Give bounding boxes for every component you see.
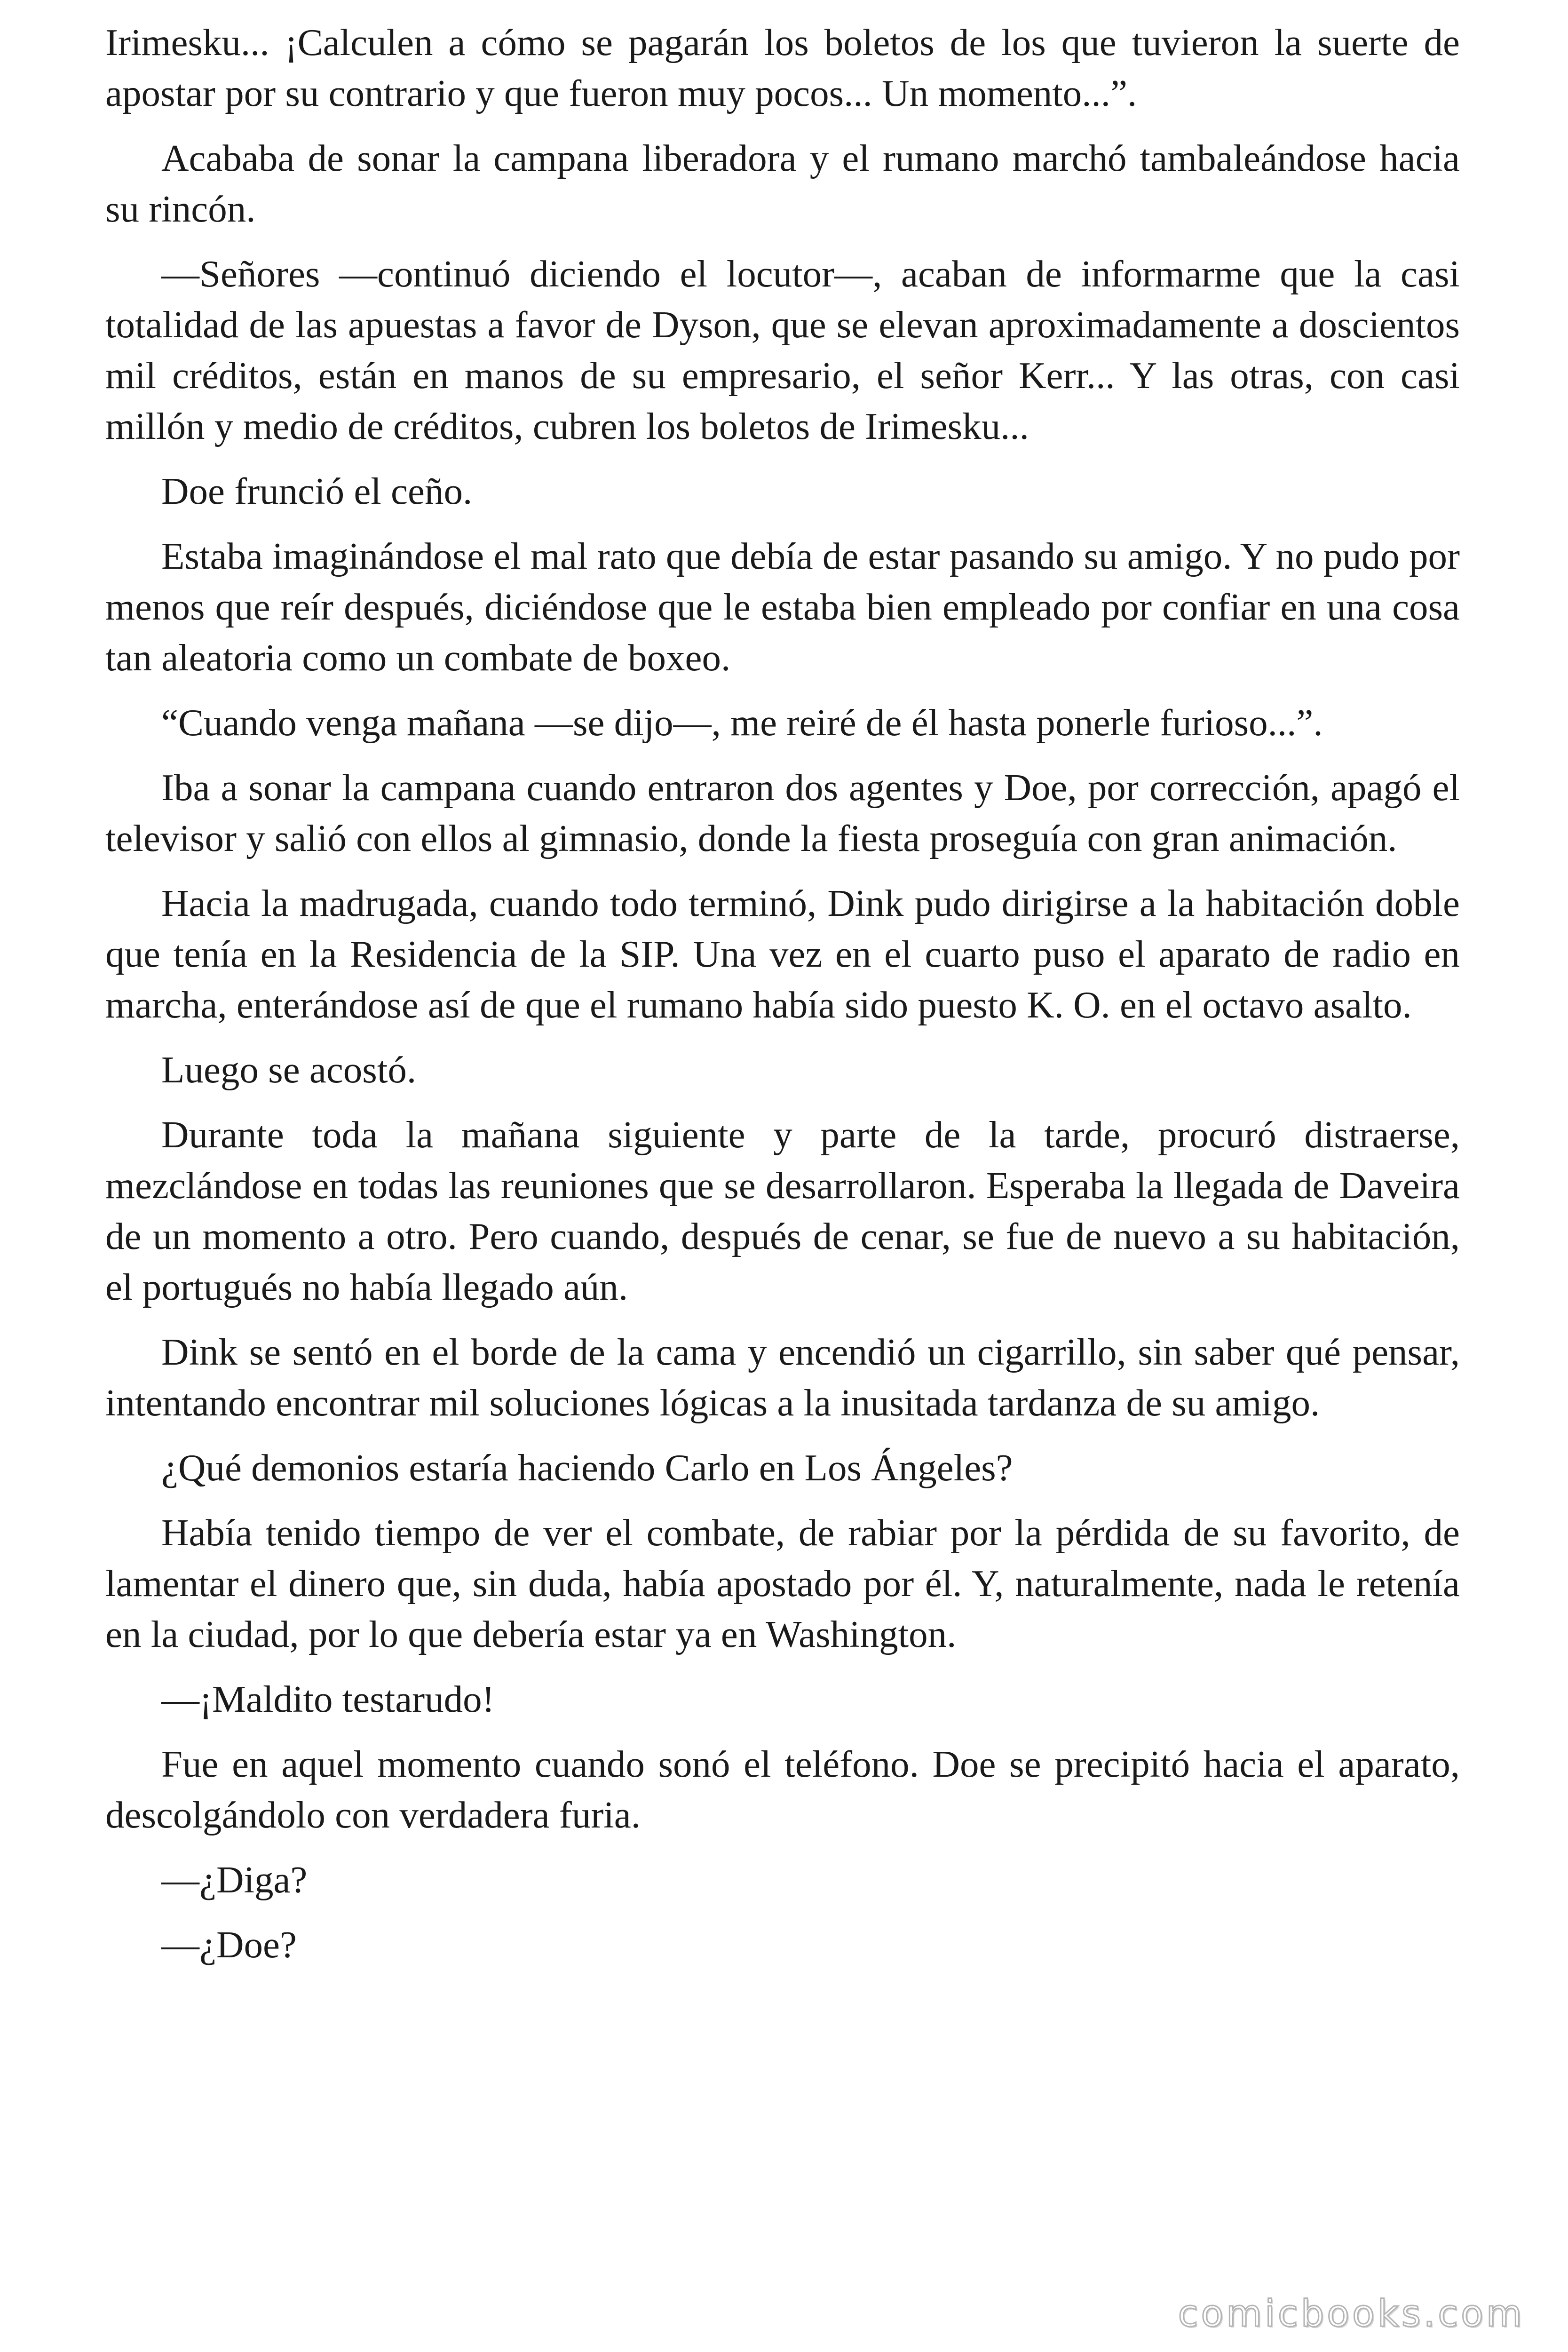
paragraph: Había tenido tiempo de ver el combate, de rabiar por la pérdida de su favorito, de lamentar el dinero que, sin duda, había apostado por él. Y, naturalmente, nada le retenía en la ciudad, por lo que debería estar ya en Washington. [105,1511,1460,1655]
paragraph: Estaba imaginándose el mal rato que debía de estar pasando su amigo. Y no pudo por menos que reír después, diciéndose que le estaba bien empleado por confiar en una cosa tan aleatoria como un combate de boxeo. [105,535,1460,679]
watermark: comicbooks.com [1178,2293,1525,2335]
paragraph: —Señores —continuó diciendo el locutor—, acaban de informarme que la casi totalidad de las apuestas a favor de Dyson, que se elevan aproximadamente a doscientos mil créditos, están en manos de su empresario, el señor Kerr... Y las otras, con casi millón y medio de créditos, cubren los boletos de Irimesku... [105,253,1460,447]
paragraph: Fue en aquel momento cuando sonó el teléfono. Doe se precipitó hacia el aparato, descolgándolo con verdadera furia. [105,1743,1460,1836]
paragraph: Hacia la madrugada, cuando todo terminó, Dink pudo dirigirse a la habitación doble que tenía en la Residencia de la SIP. Una vez en el cuarto puso el aparato de radio en marcha, enterándose así de que el rumano había sido puesto K. O. en el octavo asalto. [105,882,1460,1026]
paragraph: ¿Qué demonios estaría haciendo Carlo en Los Ángeles? [161,1446,1013,1489]
paragraph: —¡Maldito testarudo! [161,1678,495,1720]
page-text [105,17,1460,1984]
paragraph: —¿Diga? [161,1859,308,1901]
paragraph: Dink se sentó en el borde de la cama y encendió un cigarrillo, sin saber qué pensar, intentando encontrar mil soluciones lógicas a la inusitada tardanza de su amigo. [105,1331,1460,1424]
paragraph: “Cuando venga mañana —se dijo—, me reiré de él hasta ponerle furioso...”. [161,701,1323,744]
paragraph: Iba a sonar la campana cuando entraron dos agentes y Doe, por corrección, apagó el televisor y salió con ellos al gimnasio, donde la fiesta proseguía con gran animación. [105,766,1460,859]
paragraph: —¿Doe? [161,1923,297,1966]
paragraph: Irimesku... ¡Calculen a cómo se pagarán los boletos de los que tuvieron la suerte de apostar por su contrario y que fueron muy pocos... Un momento...”. [105,21,1460,114]
paragraph: Durante toda la mañana siguiente y parte de la tarde, procuró distraerse, mezclándose en todas las reuniones que se desarrollaron. Esperaba la llegada de Daveira de un momento a otro. Pero cuando, después de cenar, se fue de nuevo a su habitación, el portugués no había llegado aún. [105,1113,1460,1308]
paragraph: Luego se acostó. [161,1049,417,1091]
paragraph: Doe frunció el ceño. [161,470,473,512]
paragraph: Acababa de sonar la campana liberadora y el rumano marchó tambaleándose hacia su rincón. [105,137,1460,230]
